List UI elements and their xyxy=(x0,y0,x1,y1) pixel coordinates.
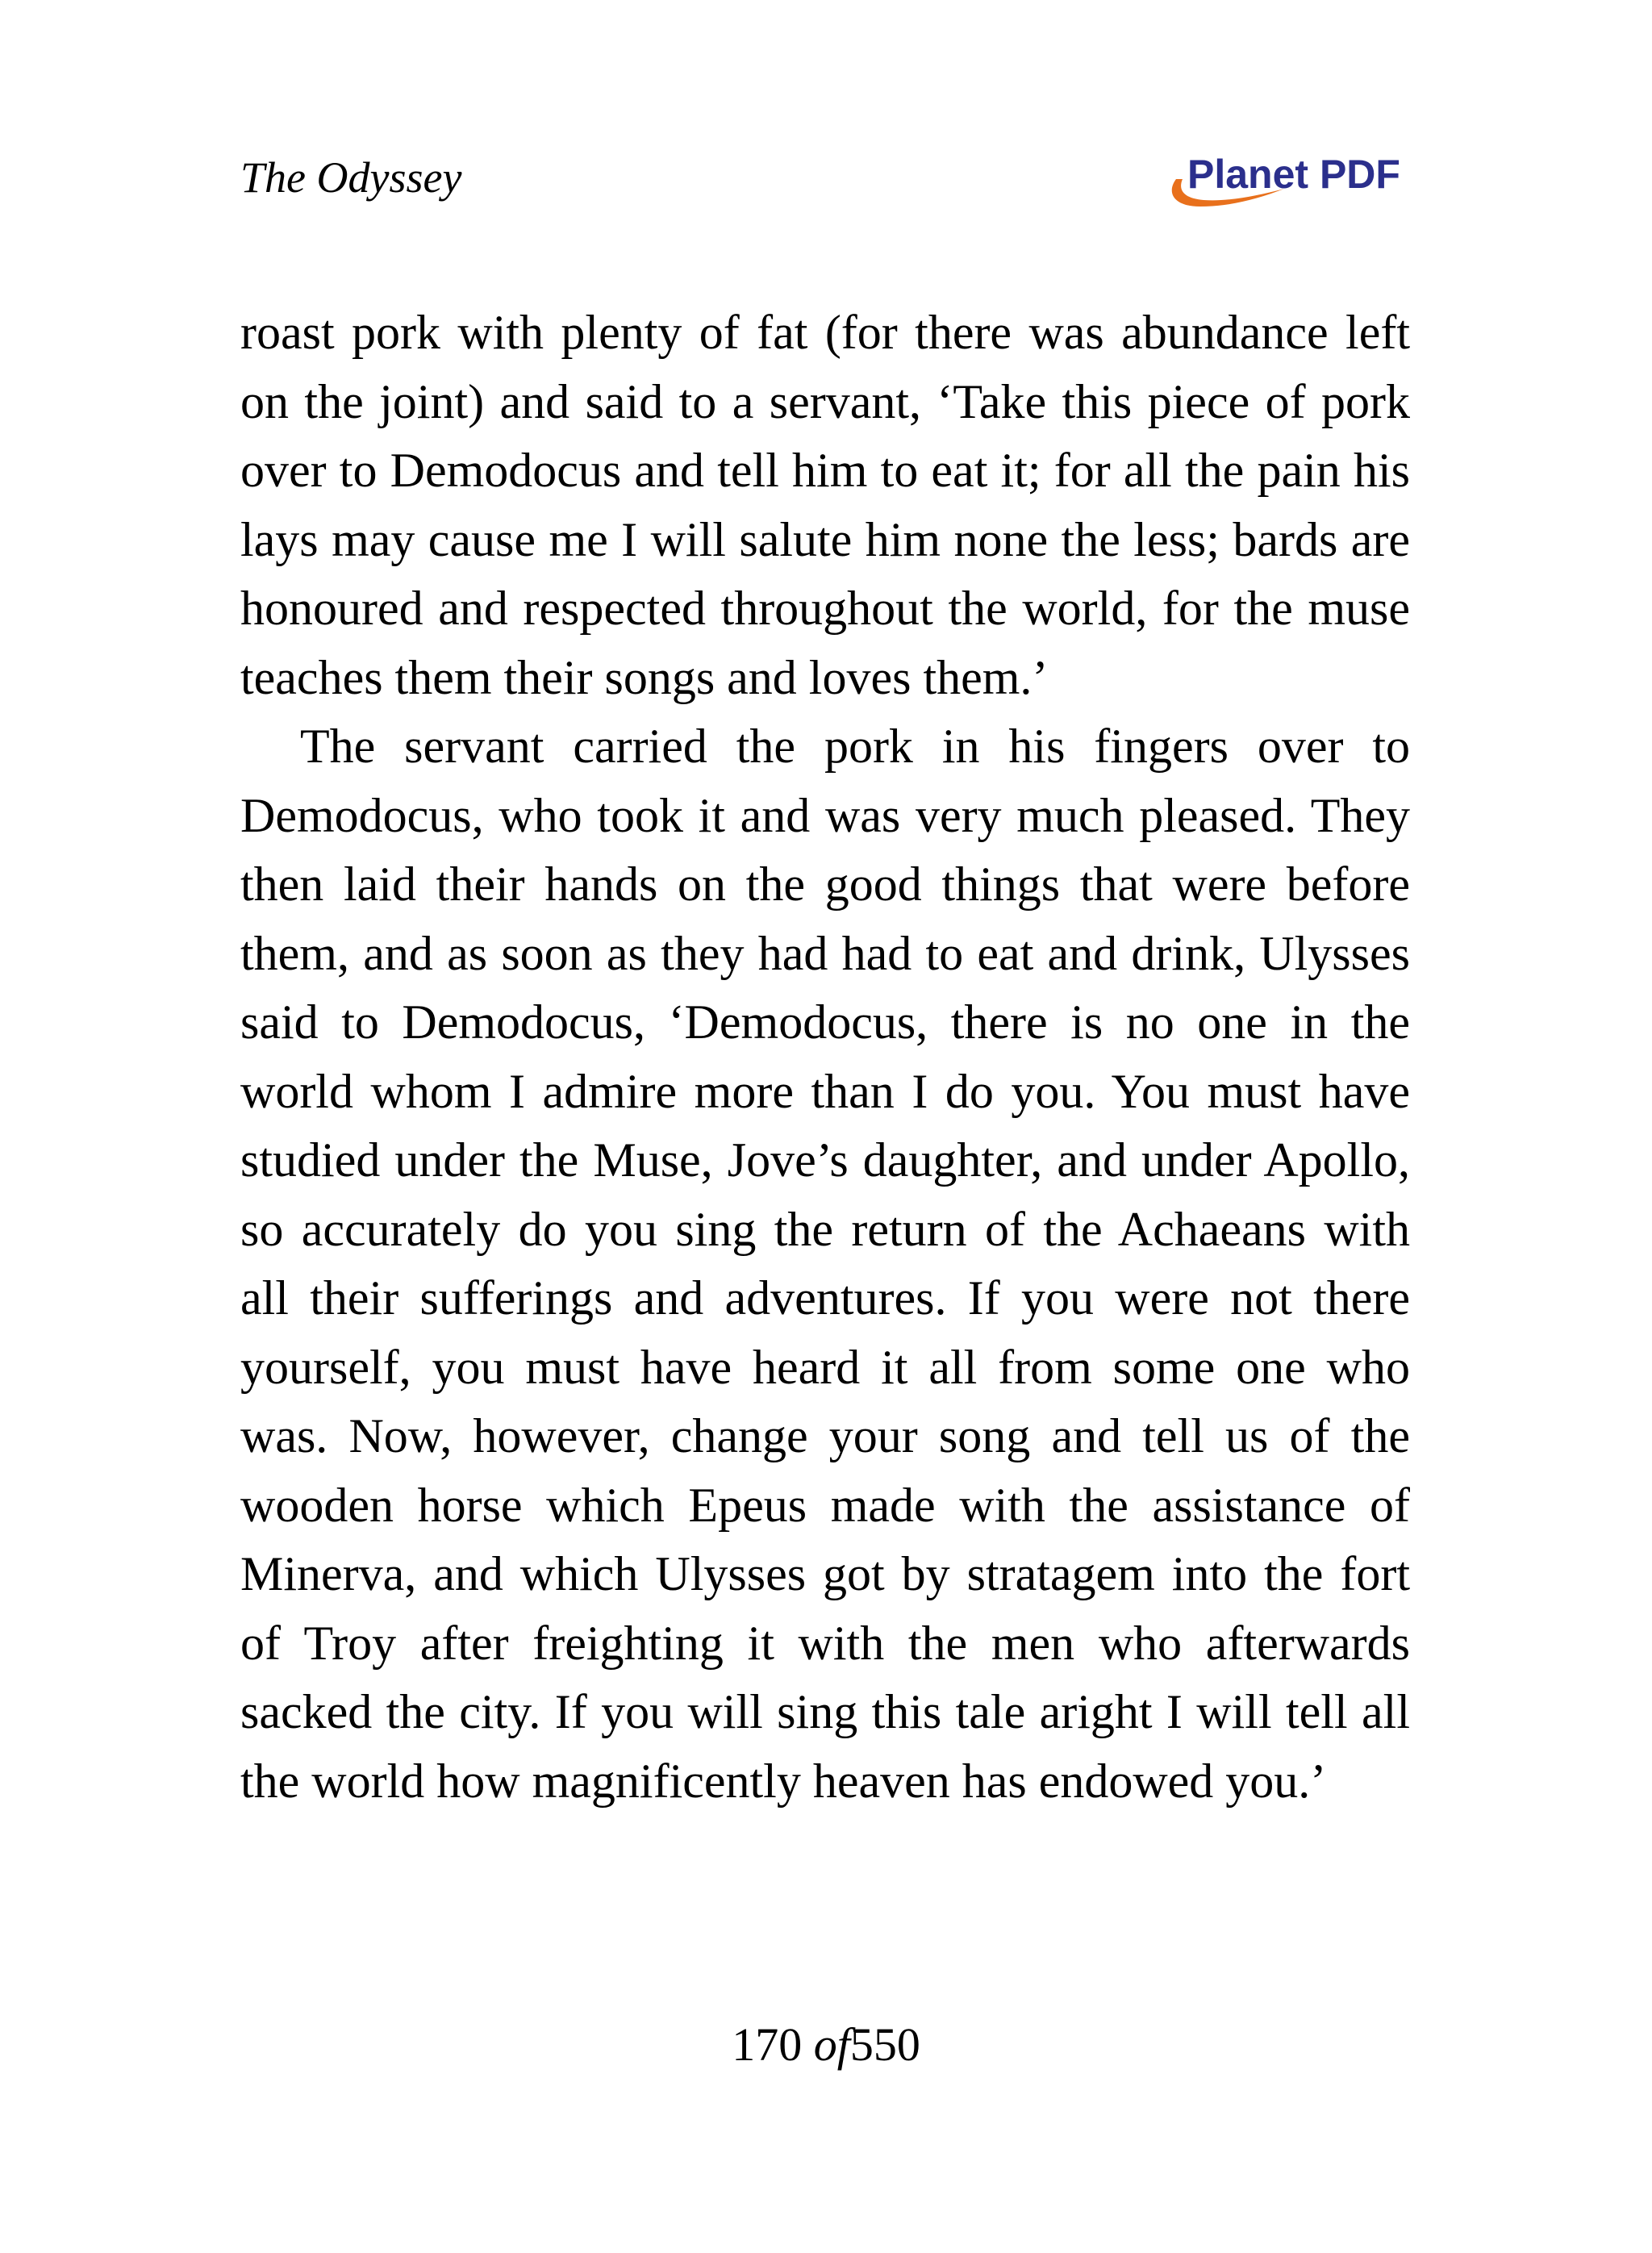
body-text xyxy=(240,298,1410,1816)
running-title: The Odyssey xyxy=(240,153,462,202)
paragraph-1: roast pork with plenty of fat (for there was abundance left on the joint) and said to a servant, ‘Take this piece of pork over to Demodocus and tell him to eat it; for all the pain his lays may cause me I will salute him none the less; bards are honoured and respected throughout the world, for the muse teaches them their songs and loves them.’ xyxy=(240,306,1410,704)
planet-pdf-logo xyxy=(1165,150,1416,215)
logo-text-pdf: PDF xyxy=(1308,152,1400,197)
paragraph-2: The servant carried the pork in his fingers over to Demodocus, who took it and was very much pleased. They then laid their hands on the good things that were before them, and as soon as they had had to eat and drink, Ulysses said to Demodocus, ‘Demodocus, there is no one in the world whom I admire more than I do you. You must have studied under the Muse, Jove’s daughter, and under Apollo, so accurately do you sing the return of the Achaeans with all their sufferings and adventures. If you were not there yourself, you must have heard it all from some one who was. Now, however, change your song and tell us of the wooden horse which Epeus made with the assistance of Minerva, and which Ulysses got by stratagem into the fort of Troy after freighting it with the men who afterwards sacked the city. If you will sing this tale aright I will tell all the world how magnificently heaven has endowed you.’ xyxy=(240,720,1410,1808)
current-page-number: 170 xyxy=(732,2018,803,2071)
page-number xyxy=(0,2017,1652,2073)
total-pages-number: 550 xyxy=(849,2018,920,2071)
logo-text xyxy=(1187,150,1400,198)
page-of-label: of xyxy=(813,2018,850,2071)
logo-text-planet: Planet xyxy=(1187,152,1309,197)
